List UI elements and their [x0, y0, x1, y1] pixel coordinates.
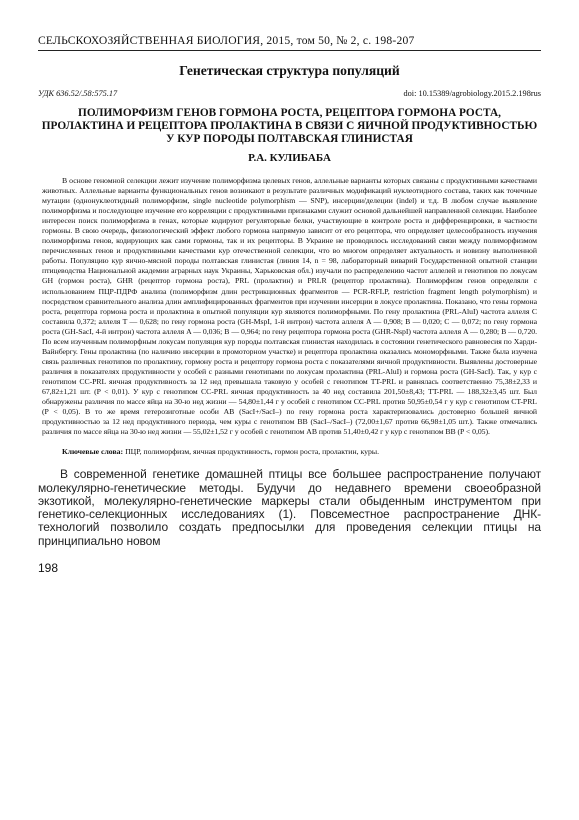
udk-code: УДК 636.52/.58:575.17 [38, 89, 118, 98]
keywords-text: ПЦР, полиморфизм, яичная продуктивность, гормон роста, пролактин, куры. [125, 447, 380, 457]
section-heading: Генетическая структура популяций [179, 63, 400, 78]
article-page [38, 34, 541, 575]
keywords [42, 447, 537, 457]
abstract: В основе геномной селекции лежит изучение полиморфизма целевых генов, аллельные варианты которых связаны с продуктивными качествами животных. Аллельные варианты функциональных генов возникают в результате различных модификаций нуклеотидного состава, таких как точечные мутации (однонуклеотидный полиморфизм, single nucleotide polymorphism — SNP), инсерции/делеции (indel) и т.д. В любом случае выявление полиморфизма и последующее изучение его корреляции с продуктивными признаками служит основой дальнейшей направленной селекции. Наиболее интересен поиск полиморфизма в генах, которые кодируют регуляторные белки, участвующие в контроле роста и дифференцировки, в частности гормоны. В свою очередь, физиологический эффект любого гормона напрямую зависит от его рецептора, что определяет целесообразность изучения полиморфизма генов, кодирующих как сами гормоны, так и их рецепторы. В Украине не проводилось исследований связи между полиморфизмом перечисленных генов и продуктивными качествами кур отечественной селекции, что во многом определяет актуальность и новизну выполненной работы. Популяцию кур яично-мясной породы полтавская глинистая (линия 14, n = 98, лабораторный виварий Государственной опытной станции птицеводства Национальной академии аграрных наук Украины, Харьковская обл.) изучали по распределению частот аллелей и генотипов по локусам GH (гормон роста), GHR (рецептор гормона роста), PRL (пролактин) и PRLR (рецептор пролактина). Полиморфизм генов определяли с использованием ПЦР-ПДРФ анализа (полиморфизм длин рестрикционных фрагментов — PCR-RFLP, restriction fragment length polymorphism) и посредством сравнительного анализа длин амплифицированных фрагментов при изучении инсерции в локусе пролактина. Показано, что гены гормона роста, рецептора гормона роста и пролактина в опытной популяции кур являются полиморфными. По гену пролактина (PRL-AluI) частота аллеля C составила 0,372; аллеля T — 0,628; по гену гормона роста (GH-MspI, 1-й интрон) частота аллеля A — 0,908; B — 0,020; C — 0,072; по гену гормона роста (GH-SacI, 4-й интрон) частота аллеля A — 0,036; B — 0,964; по гену рецептора гормона роста (GHR-NspI) частота аллеля A — 0,280; B — 0,720. По всем изученным полиморфным локусам популяция кур породы полтавская глинистая находилась в состоянии генетического равновесия по Харди-Вайнбергу. Гены пролактина (по наличию инсерции в промоторном участке) и рецептора пролактина оказались мономорфными. Также была изучена связь различных генотипов по пролактину, гормону роста и рецептору гормона роста с показателями яичной продуктивности. Выявлены достоверные различия в показателях продуктивности у особей с разными генотипами по локусам пролактина (PRL-AluI) и гормона роста (GH-SacI). Так, у кур с генотипом CC-PRL яичная продуктивность за 12 нед превышала таковую у особей с генотипом TT-PRL и равнялась соответственно 75,38±2,33 и 67,82±1,21 шт. (P < 0,01). У кур с генотипом CC-PRL яичная продуктивность за 40 нед составила 201,50±8,43; TT-PRL — 188,32±3,45 шт. Был обнаружены различия по массе яйца на 30-ю нед жизни — 54,80±1,44 г у особей с генотипом CC-PRL против 50,95±0,54 г у кур с генотипом CT-PRL (P < 0,05). В то же время гетерозиготные особи AB (SacI+/SacI–) по гену гормона роста характеризовались достоверно большей яичной продуктивностью за 12 нед продуктивного периода, чем куры с генотипом BB (SacI–/SacI–) (72,00±1,67 против 66,98±1,05 шт.). Также отмечались различия по массе яйца на 30-ю нед жизни — 55,02±1,52 г у особей с генотипом AB против 51,40±0,42 г у кур с генотипом BB (P < 0,05). [42, 176, 537, 437]
header-rule [38, 50, 541, 51]
doi: doi: 10.15389/agrobiology.2015.2.198rus [403, 89, 541, 98]
article-title: ПОЛИМОРФИЗМ ГЕНОВ ГОРМОНА РОСТА, РЕЦЕПТОРА ГОРМОНА РОСТА, ПРОЛАКТИНА И РЕЦЕПТОРА ПРОЛАКТИНА В СВЯЗИ С ЯИЧНОЙ ПРОДУКТИВНОСТЬЮ У КУР ПОРОДЫ ПОЛТАВСКАЯ ГЛИНИСТАЯ [41, 107, 538, 145]
journal-header: СЕЛЬСКОХОЗЯЙСТВЕННАЯ БИОЛОГИЯ, 2015, том 50, № 2, с. 198-207 [38, 34, 415, 47]
page-number: 198 [38, 561, 59, 575]
keywords-label: Ключевые слова: [62, 447, 124, 457]
article-author: Р.А. КУЛИБАБА [248, 152, 331, 164]
body-paragraph: В современной генетике домашней птицы все большее распространение получают молекулярно-генетические методы. Будучи до недавнего времени своеобразной экзотикой, молекулярно-генетические маркеры стали обыденным инструментом при генетико-селекционных исследованиях (1). Повсеместное распространение ДНК-технологий позволило создать предпосылки для проведения селекции птицы на принципиально новом [38, 467, 541, 548]
udk-doi-line [38, 89, 541, 98]
